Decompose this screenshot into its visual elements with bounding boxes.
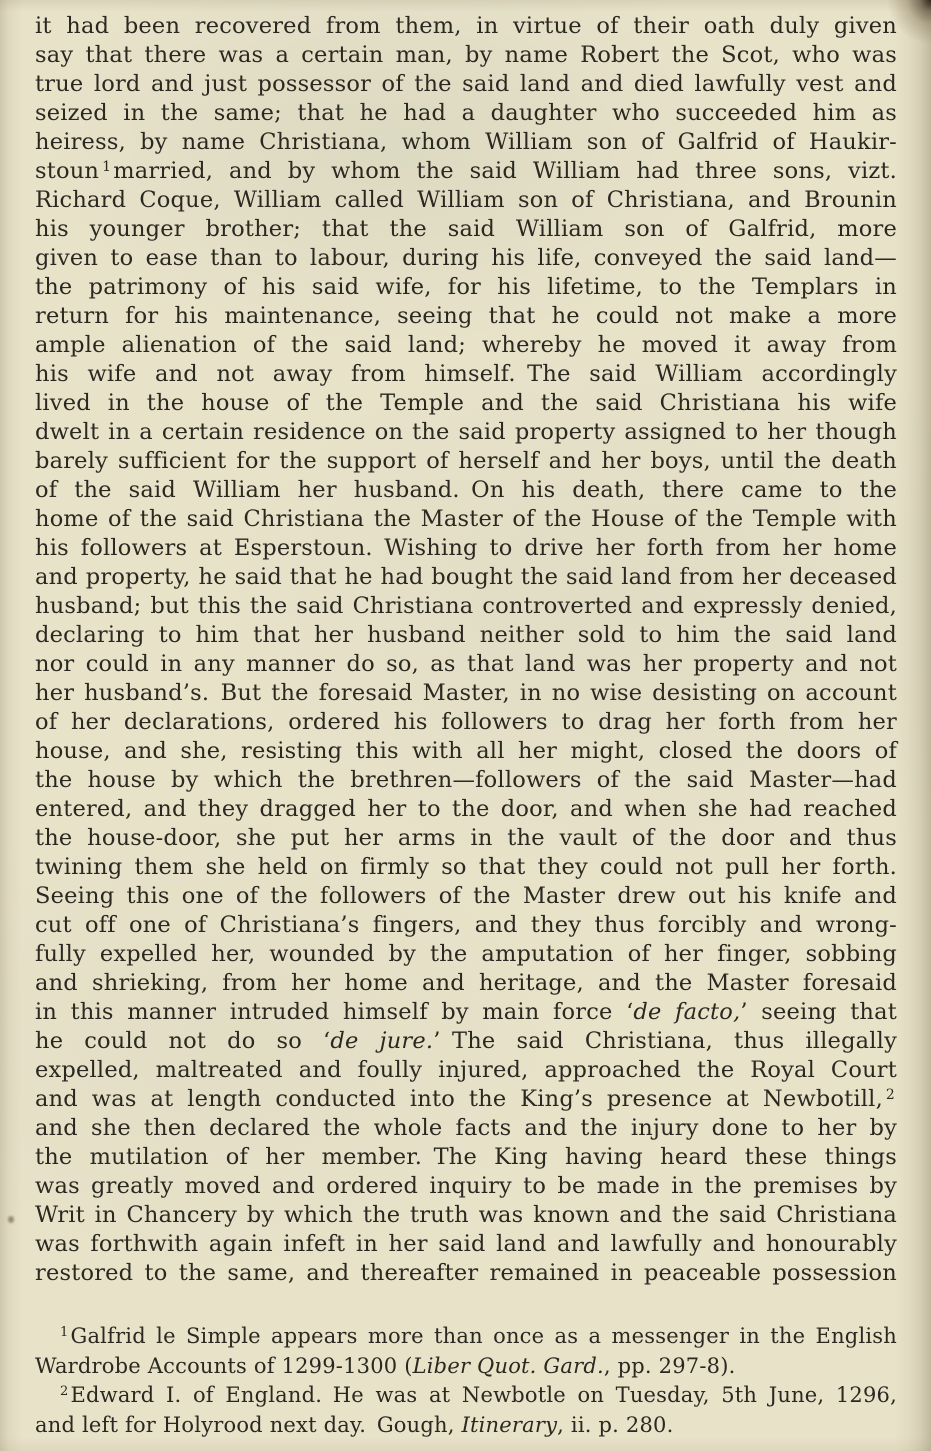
text-run: twining them she held on firmly so that they could not pull her forth. bbox=[35, 854, 897, 880]
text-run: nor could in any manner do so, as that land was her property and not bbox=[35, 651, 897, 677]
body-text bbox=[35, 12, 897, 1288]
text-line bbox=[35, 998, 897, 1027]
text-run: cut off one of Christiana’s fingers, and they thus forcibly and wrong- bbox=[35, 912, 897, 938]
footnote-marker: 2 bbox=[885, 1087, 895, 1103]
text-run: was greatly moved and ordered inquiry to be made in the premises by bbox=[35, 1173, 897, 1199]
text-run: and shrieking, from her home and heritage, and the Master foresaid bbox=[35, 970, 897, 996]
text-run: husband; but this the said Christiana controverted and expressly denied, bbox=[35, 593, 897, 619]
text-run: stoun bbox=[35, 158, 100, 184]
italic-text: Liber Quot. Gard. bbox=[412, 1353, 604, 1378]
text-line bbox=[35, 1259, 897, 1288]
text-run: home of the said Christiana the Master of the House of the Temple with bbox=[35, 506, 897, 532]
text-run: married, and by whom the said William had three sons, vizt. bbox=[113, 158, 897, 184]
text-line bbox=[35, 824, 897, 853]
text-line bbox=[35, 969, 897, 998]
paper-speck bbox=[8, 1216, 14, 1223]
text-line bbox=[35, 157, 897, 186]
text-line bbox=[35, 1381, 897, 1411]
text-line bbox=[35, 41, 897, 70]
text-run: dwelt in a certain residence on the said property assigned to her though bbox=[35, 419, 897, 445]
text-line bbox=[35, 244, 897, 273]
text-run: true lord and just possessor of the said land and died lawfully vest and bbox=[35, 71, 897, 97]
text-line bbox=[35, 505, 897, 534]
text-line bbox=[35, 592, 897, 621]
text-line bbox=[35, 360, 897, 389]
text-run: ’ seeing that bbox=[740, 999, 897, 1025]
text-line bbox=[35, 273, 897, 302]
text-run: the house-door, she put her arms in the vault of the door and thus bbox=[35, 825, 897, 851]
text-line bbox=[35, 1085, 897, 1114]
text-line bbox=[35, 99, 897, 128]
text-run: seized in the same; that he had a daughter who succeeded him as bbox=[35, 100, 897, 126]
text-line bbox=[35, 418, 897, 447]
text-run: Richard Coque, William called William son of Christiana, and Brounin bbox=[35, 187, 897, 213]
text-line bbox=[35, 766, 897, 795]
text-line bbox=[35, 1352, 897, 1382]
text-run: ample alienation of the said land; whereby he moved it away from bbox=[35, 332, 897, 358]
italic-text: de facto, bbox=[633, 999, 741, 1025]
text-line bbox=[35, 70, 897, 99]
text-run: barely sufficient for the support of herself and her boys, until the death bbox=[35, 448, 897, 474]
text-run: Writ in Chancery by which the truth was known and the said Christiana bbox=[35, 1202, 897, 1228]
text-line bbox=[35, 128, 897, 157]
text-line bbox=[35, 186, 897, 215]
text-line bbox=[35, 1114, 897, 1143]
text-run: and property, he said that he had bought the said land from her deceased bbox=[35, 564, 897, 590]
text-run: given to ease than to labour, during his life, conveyed the said land— bbox=[35, 245, 897, 271]
italic-text: de jure. bbox=[330, 1028, 434, 1054]
text-line bbox=[35, 1230, 897, 1259]
text-line bbox=[35, 940, 897, 969]
text-line bbox=[35, 621, 897, 650]
text-line bbox=[35, 12, 897, 41]
text-run: the house by which the brethren—followers of the said Master—had bbox=[35, 767, 897, 793]
text-run: heiress, by name Christiana, whom William son of Galfrid of Haukir- bbox=[35, 129, 897, 155]
text-run: her husband’s. But the foresaid Master, in no wise desisting on account bbox=[35, 680, 897, 706]
text-run: his younger brother; that the said William son of Galfrid, more bbox=[35, 216, 897, 242]
text-run: and was at length conducted into the King’s presence at Newbotill, bbox=[35, 1086, 883, 1112]
text-line bbox=[35, 1143, 897, 1172]
text-run: of the said William her husband. On his death, there came to the bbox=[35, 477, 897, 503]
text-run: Edward I. of England. He was at Newbotle on Tuesday, 5th June, 1296, bbox=[70, 1383, 897, 1407]
text-run: house, and she, resisting this with all her might, closed the doors of bbox=[35, 738, 897, 764]
text-run: his followers at Esperstoun. Wishing to drive her forth from her home bbox=[35, 535, 897, 561]
text-line bbox=[35, 1201, 897, 1230]
text-run: Seeing this one of the followers of the Master drew out his knife and bbox=[35, 883, 897, 909]
text-run: and left for Holyrood next day. Gough, bbox=[35, 1412, 462, 1437]
text-run: Wardrobe Accounts of 1299-1300 ( bbox=[35, 1353, 413, 1378]
text-run: fully expelled her, wounded by the amputation of her finger, sobbing bbox=[35, 941, 897, 967]
text-line bbox=[35, 331, 897, 360]
text-line bbox=[35, 795, 897, 824]
text-line bbox=[35, 1172, 897, 1201]
text-line bbox=[35, 679, 897, 708]
text-line bbox=[35, 1027, 897, 1056]
text-run: say that there was a certain man, by name Robert the Scot, who was bbox=[35, 42, 897, 68]
text-run: restored to the same, and thereafter remained in peaceable possession bbox=[35, 1260, 897, 1286]
text-run: the mutilation of her member. The King having heard these things bbox=[35, 1144, 897, 1170]
footnote-marker: 2 bbox=[60, 1384, 69, 1399]
text-run: and she then declared the whole facts and the injury done to her by bbox=[35, 1115, 897, 1141]
text-line bbox=[35, 563, 897, 592]
text-run: expelled, maltreated and foully injured, approached the Royal Court bbox=[35, 1057, 897, 1083]
text-line bbox=[35, 1411, 897, 1441]
text-run: was forthwith again infeft in her said land and lawfully and honourably bbox=[35, 1231, 897, 1257]
text-run: the patrimony of his said wife, for his lifetime, to the Templars in bbox=[35, 274, 897, 300]
footnotes bbox=[35, 1322, 897, 1440]
text-run: Galfrid le Simple appears more than once as a messenger in the English bbox=[70, 1324, 897, 1348]
footnote-marker: 1 bbox=[60, 1325, 69, 1340]
text-line bbox=[35, 911, 897, 940]
text-run: declaring to him that her husband neither sold to him the said land bbox=[35, 622, 897, 648]
italic-text: Itinerary bbox=[461, 1412, 558, 1437]
footnote-marker: 1 bbox=[102, 159, 112, 175]
text-run: his wife and not away from himself. The said William accordingly bbox=[35, 361, 897, 387]
text-line bbox=[35, 708, 897, 737]
text-line bbox=[35, 1322, 897, 1352]
text-line bbox=[35, 389, 897, 418]
text-run: of her declarations, ordered his followers to drag her forth from her bbox=[35, 709, 897, 735]
text-run: return for his maintenance, seeing that he could not make a more bbox=[35, 303, 897, 329]
text-line bbox=[35, 447, 897, 476]
text-line bbox=[35, 1056, 897, 1085]
text-line bbox=[35, 215, 897, 244]
text-run: ’ The said Christiana, thus illegally bbox=[433, 1028, 897, 1054]
text-run: it had been recovered from them, in virtue of their oath duly given bbox=[35, 13, 897, 39]
text-run: entered, and they dragged her to the door, and when she had reached bbox=[35, 796, 897, 822]
text-run: , pp. 297-8). bbox=[603, 1353, 736, 1378]
text-line bbox=[35, 476, 897, 505]
text-line bbox=[35, 302, 897, 331]
text-line bbox=[35, 882, 897, 911]
text-line bbox=[35, 853, 897, 882]
text-line bbox=[35, 534, 897, 563]
text-line bbox=[35, 650, 897, 679]
text-run: in this manner intruded himself by main force ‘ bbox=[35, 999, 634, 1025]
text-line bbox=[35, 737, 897, 766]
text-run: he could not do so ‘ bbox=[35, 1028, 331, 1054]
text-run: lived in the house of the Temple and the said Christiana his wife bbox=[35, 390, 897, 416]
text-run: , ii. p. 280. bbox=[557, 1412, 674, 1437]
